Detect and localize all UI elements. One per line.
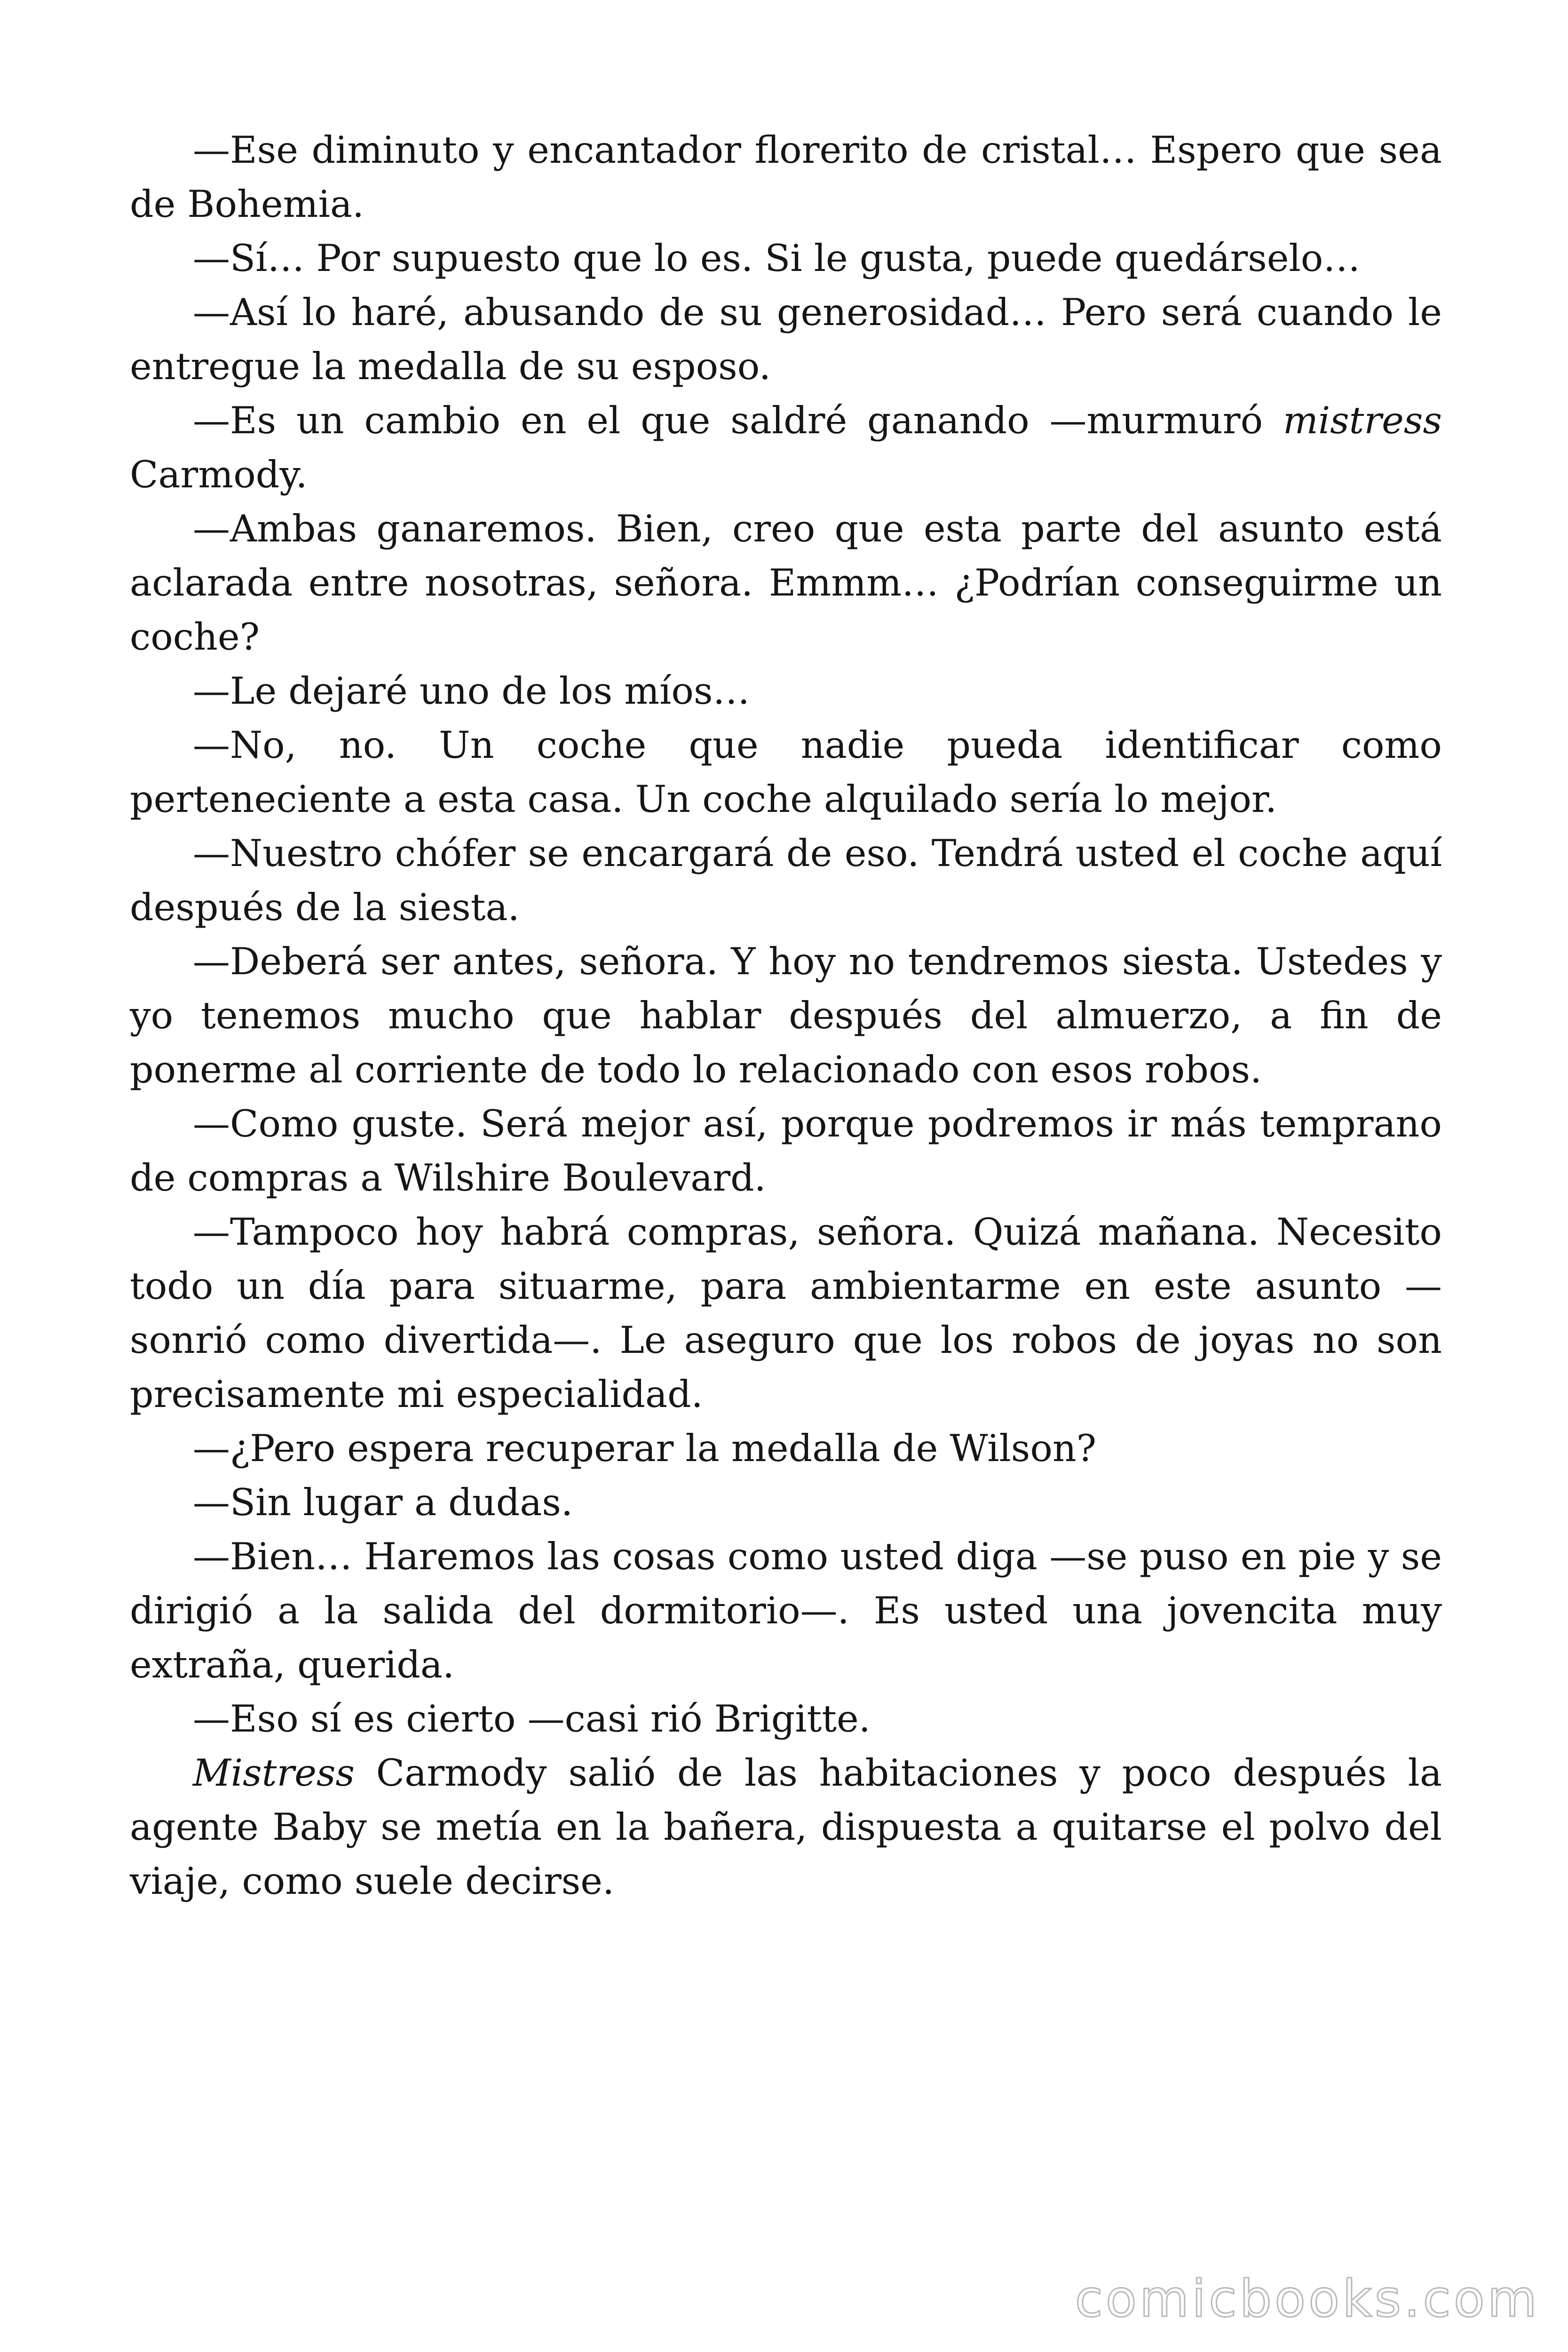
paragraph bbox=[130, 1746, 1442, 1908]
paragraph: —Le dejaré uno de los míos… bbox=[193, 669, 750, 713]
paragraph: —Sin lugar a dudas. bbox=[193, 1481, 573, 1524]
body-text bbox=[130, 123, 1442, 1908]
paragraph: —Eso sí es cierto —casi rió Brigitte. bbox=[193, 1697, 871, 1740]
paragraph: —No, no. Un coche que nadie pueda identificar como perteneciente a esta casa. Un coche alquilado sería lo mejor. bbox=[130, 723, 1442, 821]
italic-word: mistress bbox=[1283, 399, 1442, 442]
paragraph: —¿Pero espera recuperar la medalla de Wilson? bbox=[193, 1427, 1097, 1470]
paragraph: —Nuestro chófer se encargará de eso. Tendrá usted el coche aquí después de la siesta. bbox=[130, 832, 1442, 929]
paragraph: —Deberá ser antes, señora. Y hoy no tendremos siesta. Ustedes y yo tenemos mucho que hablar después del almuerzo, a fin de ponerme al corriente de todo lo relacionado con esos robos. bbox=[130, 940, 1442, 1091]
paragraph: —Sí… Por supuesto que lo es. Si le gusta, puede quedárselo… bbox=[193, 237, 1361, 280]
paragraph: —Tampoco hoy habrá compras, señora. Quizá mañana. Necesito todo un día para situarme, para ambientarme en este asunto —sonrió como divertida—. Le aseguro que los robos de joyas no son precisamente mi especialidad. bbox=[130, 1210, 1442, 1416]
paragraph: —Bien… Haremos las cosas como usted diga —se puso en pie y se dirigió a la salida del dormitorio—. Es usted una jovencita muy extraña, querida. bbox=[130, 1535, 1442, 1686]
paragraph: —Ambas ganaremos. Bien, creo que esta parte del asunto está aclarada entre nosotras, señora. Emmm… ¿Podrían conseguirme un coche? bbox=[130, 507, 1442, 659]
italic-word: Mistress bbox=[193, 1751, 355, 1795]
paragraph: —Como guste. Será mejor así, porque podremos ir más temprano de compras a Wilshire Boulevard. bbox=[130, 1102, 1442, 1200]
paragraph-text: Carmody salió de las habitaciones y poco después la agente Baby se metía en la bañera, dispuesta a quitarse el polvo del viaje, como suele decirse. bbox=[130, 1751, 1442, 1903]
paragraph: —Así lo haré, abusando de su generosidad… Pero será cuando le entregue la medalla de su esposo. bbox=[130, 291, 1442, 388]
paragraph: —Ese diminuto y encantador florerito de cristal… Espero que sea de Bohemia. bbox=[130, 128, 1442, 226]
watermark: comicbooks.com bbox=[1075, 2270, 1540, 2328]
paragraph-text: Carmody. bbox=[130, 453, 308, 496]
paragraph-text: —Es un cambio en el que saldré ganando —murmuró bbox=[193, 399, 1283, 442]
paragraph bbox=[130, 394, 1442, 502]
